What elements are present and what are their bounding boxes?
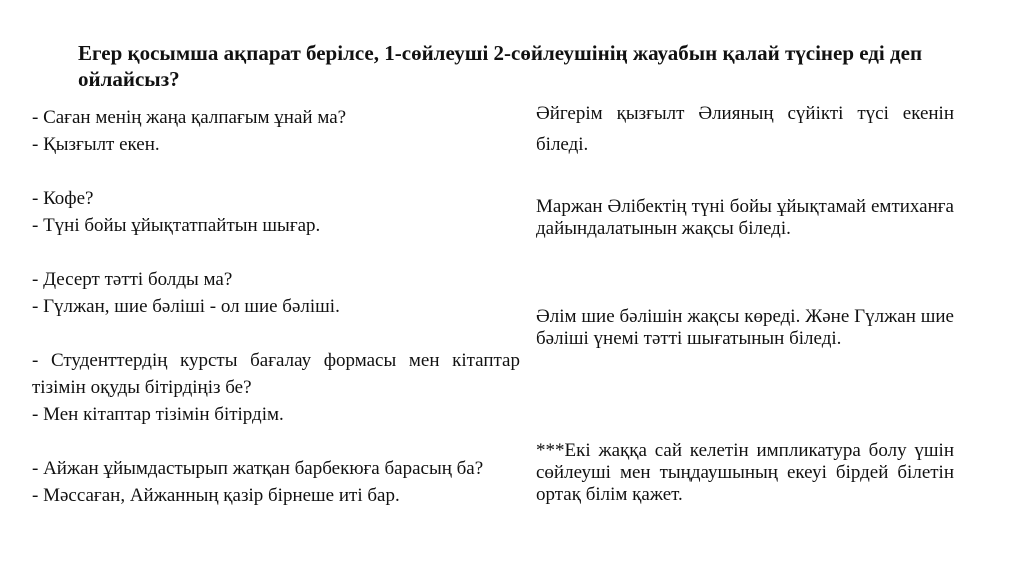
dialogue-line: - Саған менің жаңа қалпағым ұнай ма? [32, 107, 347, 128]
dialogue-line: - Мен кітаптар тізімін бітірдім. [32, 404, 284, 425]
dialogue-line: - Студенттердің курсты бағалау формасы мен кітаптар тізімін оқуды бітірдіңіз бе? [32, 350, 520, 398]
dialogue-line: - Түні бойы ұйықтатпайтын шығар. [32, 215, 321, 236]
explanation-paragraph: Маржан Әлібектің түні бойы ұйықтамай емтиханға дайындалатынын жақсы біледі. [536, 196, 954, 239]
slide-title: Егер қосымша ақпарат берілсе, 1-сөйлеуші 2-сөйлеушінің жауабын қалай түсінер еді деп ойлайсыз? [78, 41, 923, 91]
explanation-note: ***Екі жаққа сай келетін импликатура болу үшін сөйлеуші мен тыңдаушының екеуі бірдей білетін ортақ білім қажет. [536, 440, 954, 505]
dialogue-line: - Мәссаған, Айжанның қазір бірнеше иті бар. [32, 485, 400, 506]
explanation-paragraph: Әйгерім қызғылт Әлияның сүйікті түсі екенін біледі. [536, 103, 954, 155]
dialogue-column [32, 104, 520, 509]
dialogue-line: - Гүлжан, шие бәліші - ол шие бәліші. [32, 296, 340, 317]
dialogue-line: - Қызғылт екен. [32, 134, 160, 155]
explanation-paragraph: Әлім шие бәлішін жақсы көреді. Және Гүлжан шие бәліші үнемі тәтті шығатынын біледі. [536, 306, 954, 349]
dialogue-line: - Айжан ұйымдастырып жатқан барбекюға барасың ба? [32, 458, 484, 479]
dialogue-line: - Кофе? [32, 188, 94, 209]
dialogue-line: - Десерт тәтті болды ма? [32, 269, 233, 290]
